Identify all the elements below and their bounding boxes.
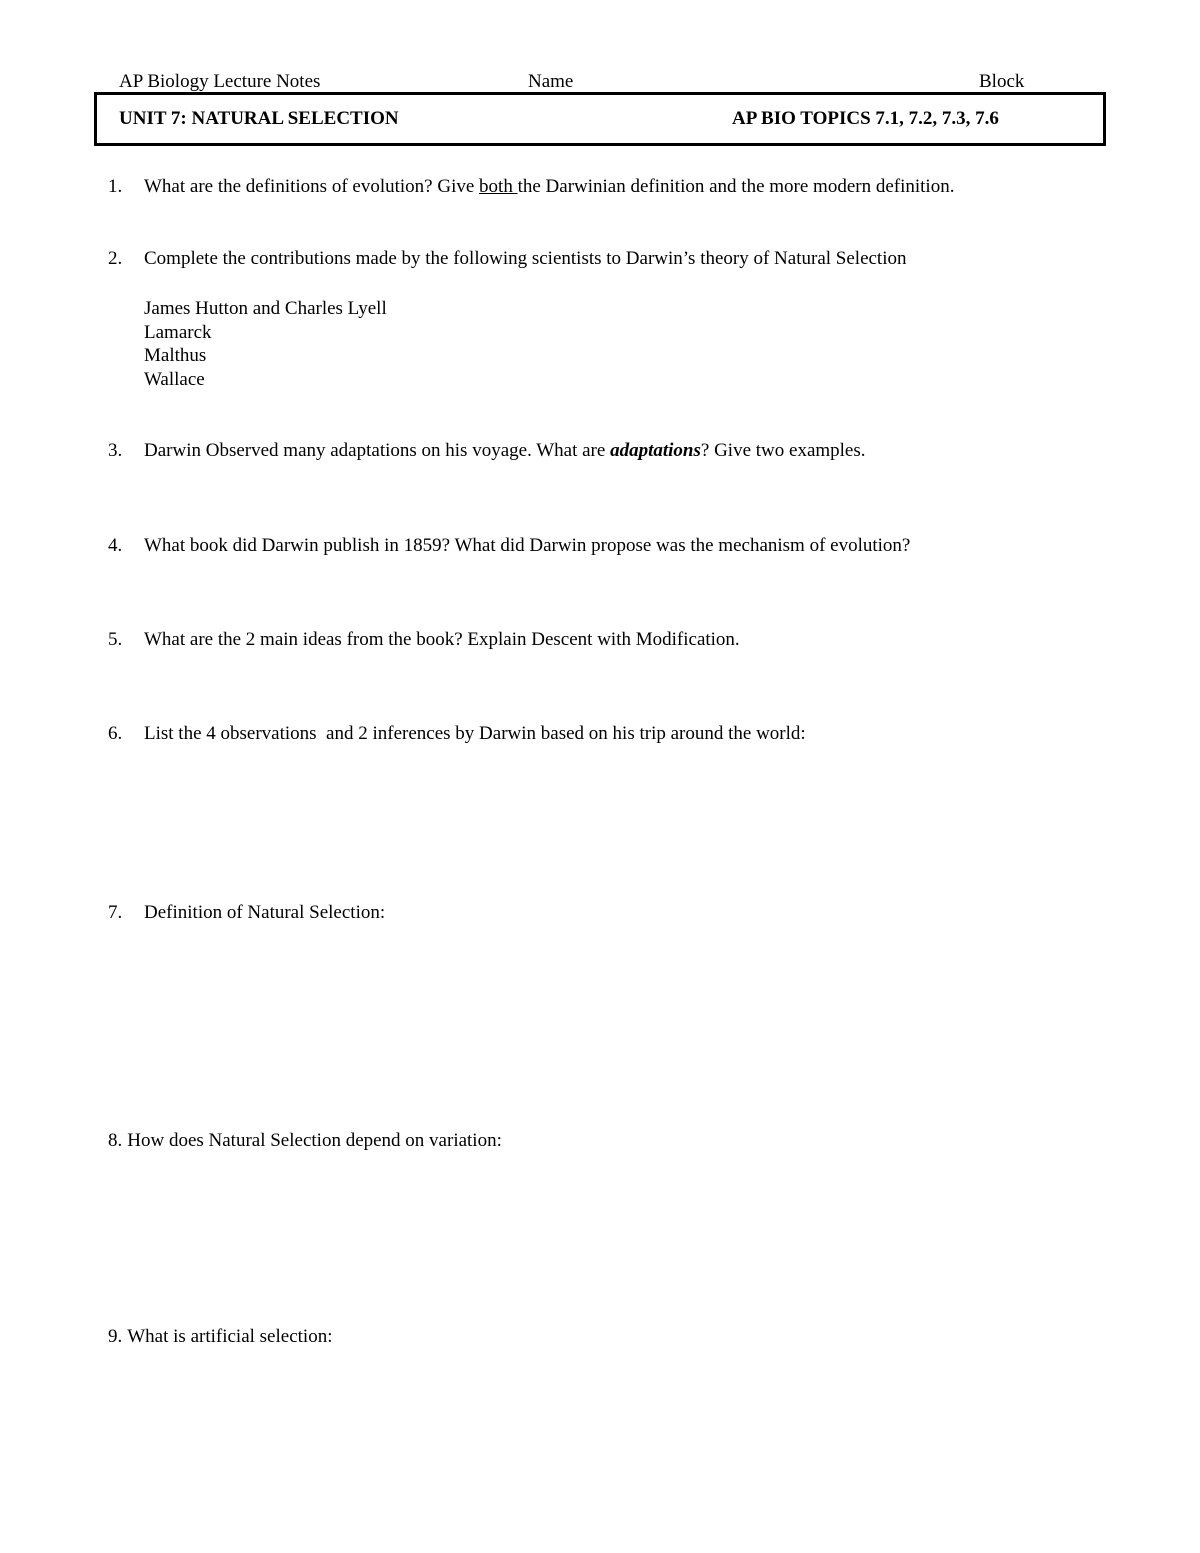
question-number: 1. — [108, 176, 123, 197]
course-label: AP Biology Lecture Notes — [119, 71, 321, 92]
question-8 — [108, 1129, 502, 1153]
underlined-word: both — [479, 176, 518, 197]
question-text: How does Natural Selection depend on variation: — [127, 1130, 502, 1151]
question-number: 4. — [108, 535, 123, 556]
question-4 — [108, 534, 910, 558]
list-item: Wallace — [144, 368, 205, 390]
topics-title: AP BIO TOPICS 7.1, 7.2, 7.3, 7.6 — [732, 108, 999, 129]
question-text-cont: ? Give two examples. — [700, 440, 866, 461]
question-6 — [108, 722, 806, 746]
question-3 — [108, 439, 866, 463]
question-number: 2. — [108, 248, 123, 269]
question-number: 7. — [108, 902, 123, 923]
question-text-cont: the Darwinian definition and the more modern definition. — [517, 176, 955, 197]
question-7 — [108, 901, 385, 925]
question-1 — [108, 175, 954, 199]
list-item: Lamarck — [144, 321, 212, 343]
question-text: Darwin Observed many adaptations on his voyage. What are — [144, 440, 611, 461]
question-number: 9. — [108, 1326, 123, 1347]
scientist-list — [144, 297, 387, 391]
block-label: Block — [979, 71, 1025, 92]
list-item: James Hutton and Charles Lyell — [144, 298, 387, 319]
emphasized-term: adaptations — [610, 440, 701, 461]
question-9 — [108, 1325, 332, 1349]
question-5 — [108, 628, 740, 652]
question-text: Complete the contributions made by the following scientists to Darwin’s theory of Natural Selection — [144, 248, 907, 269]
unit-title: UNIT 7: NATURAL SELECTION — [119, 108, 399, 129]
name-label: Name — [528, 71, 574, 92]
question-number: 5. — [108, 629, 123, 650]
question-text: Definition of Natural Selection: — [144, 902, 386, 923]
question-number: 6. — [108, 723, 123, 744]
question-text: What are the definitions of evolution? Give — [144, 176, 480, 197]
question-number: 8. — [108, 1130, 123, 1151]
question-number: 3. — [108, 440, 123, 461]
question-text: List the 4 observations and 2 inferences by Darwin based on his trip around the world: — [144, 723, 806, 744]
question-text: What is artificial selection: — [127, 1326, 333, 1347]
unit-title-box — [94, 92, 1106, 146]
list-item: Malthus — [144, 345, 207, 366]
question-2 — [108, 247, 907, 271]
question-text: What book did Darwin publish in 1859? What did Darwin propose was the mechanism of evolution? — [144, 535, 911, 556]
question-text: What are the 2 main ideas from the book? Explain Descent with Modification. — [144, 629, 740, 650]
